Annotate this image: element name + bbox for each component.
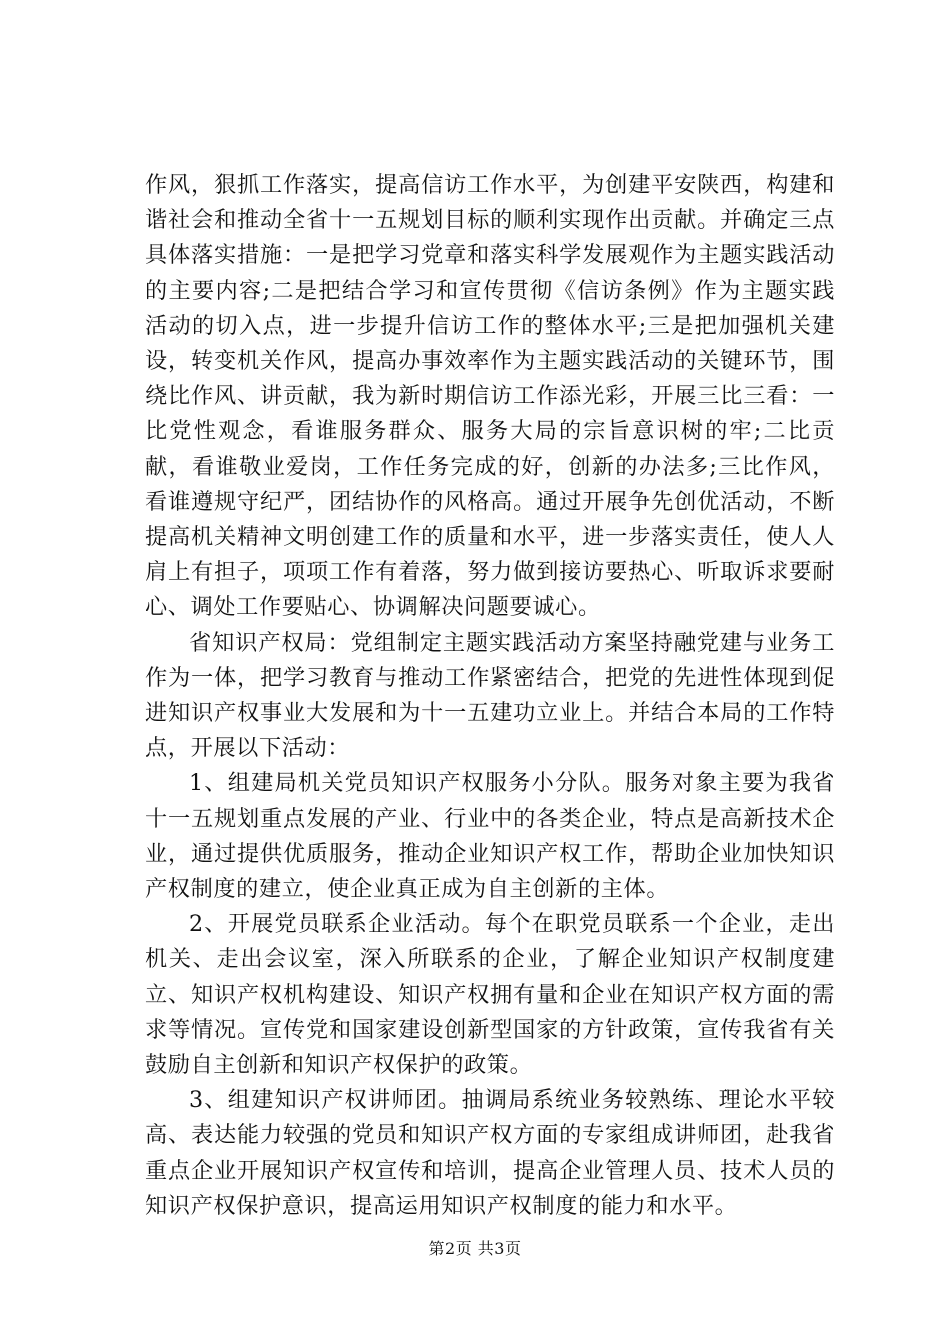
paragraph-ip-bureau: 省知识产权局：党组制定主题实践活动方案坚持融党建与业务工作为一体，把学习教育与推动工作紧密结合，把党的先进性体现到促进知识产权事业大发展和为十一五建功立业上。并结合本局的工作特点，开展以下活动： xyxy=(145,629,835,762)
paragraph-item-2: 2、开展党员联系企业活动。每个在职党员联系一个企业，走出机关、走出会议室，深入所联系的企业，了解企业知识产权制度建立、知识产权机构建设、知识产权拥有量和企业在知识产权方面的需求等情况。宣传党和国家建设创新型国家的方针政策，宣传我省有关鼓励自主创新和知识产权保护的政策。 xyxy=(145,911,835,1079)
document-body xyxy=(145,168,835,1224)
page-footer: 第2页 共3页 xyxy=(428,1239,522,1258)
paragraph-item-1: 1、组建局机关党员知识产权服务小分队。服务对象主要为我省十一五规划重点发展的产业、行业中的各类企业，特点是高新技术企业，通过提供优质服务，推动企业知识产权工作，帮助企业加快知识产权制度的建立，使企业真正成为自主创新的主体。 xyxy=(145,770,835,903)
paragraph-item-3: 3、组建知识产权讲师团。抽调局系统业务较熟练、理论水平较高、表达能力较强的党员和知识产权方面的专家组成讲师团，赴我省重点企业开展知识产权宣传和培训，提高企业管理人员、技术人员的知识产权保护意识，提高运用知识产权制度的能力和水平。 xyxy=(145,1087,835,1219)
paragraph-continuation: 作风，狠抓工作落实，提高信访工作水平，为创建平安陕西，构建和谐社会和推动全省十一五规划目标的顺利实现作出贡献。并确定三点具体落实措施：一是把学习党章和落实科学发展观作为主题实践活动的主要内容;二是把结合学习和宣传贯彻《信访条例》作为主题实践活动的切入点，进一步提升信访工作的整体水平;三是把加强机关建设，转变机关作风，提高办事效率作为主题实践活动的关键环节，围绕比作风、讲贡献，我为新时期信访工作添光彩，开展三比三看：一比党性观念，看谁服务群众、服务大局的宗旨意识树的牢;二比贡献，看谁敬业爱岗，工作任务完成的好，创新的办法多;三比作风，看谁遵规守纪严，团结协作的风格高。通过开展争先创优活动，不断提高机关精神文明创建工作的质量和水平，进一步落实责任，使人人肩上有担子，项项工作有着落，努力做到接访要热心、听取诉求要耐心、调处工作要贴心、协调解决问题要诚心。 xyxy=(145,172,835,621)
